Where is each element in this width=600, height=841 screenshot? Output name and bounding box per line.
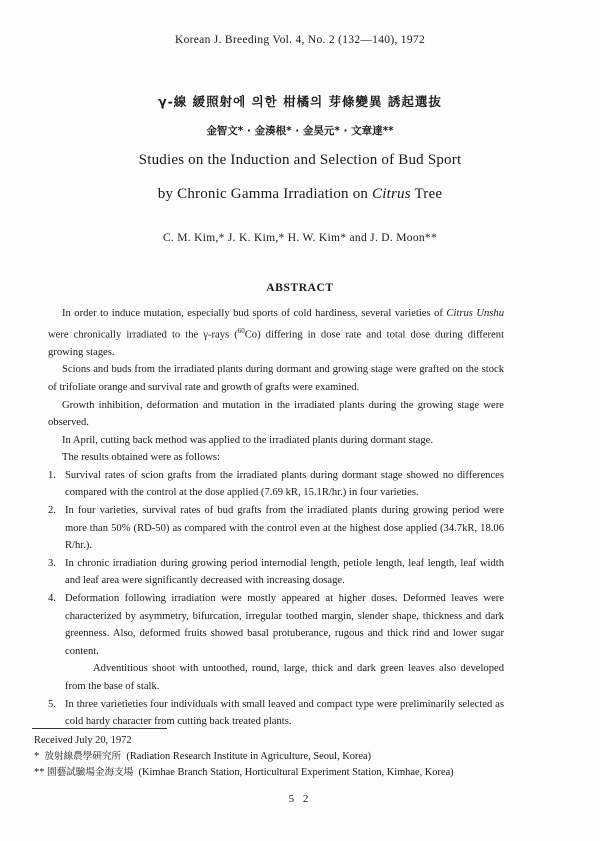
korean-title: γ-線 緩照射에 의한 柑橘의 芽條變異 誘起選抜 [158, 94, 442, 109]
result-text: In chronic irradiation during growing period internodial length, petiole length, leaf length, leaf width and leaf area were significantly decreased with increasing dosage. [65, 557, 504, 587]
result-text: In four varieties, survival rates of bud grafts from the irradiated plants during growing period were more than 50% (RD-50) as compared with the control even at the highest dose applied (34.7kR, 18.06 R/hr.). [65, 505, 504, 552]
footnote-1 [34, 749, 371, 764]
p1-text-b: were chronically irradiated to the γ-rays ( [48, 329, 238, 341]
result-item-1 [48, 467, 504, 502]
footnote-korean: 放射線農學硏究所 [44, 751, 122, 762]
english-title-line2 [0, 186, 600, 203]
result-number: 2. [48, 505, 56, 517]
footnote-english: (Kimhae Branch Station, Horticultural Experiment Station, Kimhae, Korea) [138, 767, 454, 778]
journal-header: Korean J. Breeding Vol. 4, No. 2 (132—140), 1972 [174, 34, 426, 46]
footnote-rule [32, 728, 167, 729]
p1-text-c: Co) differing in dose rate and total dose during different growing stages. [48, 329, 505, 358]
english-title-line1: Studies on the Induction and Selection of Bud Sport [138, 152, 462, 168]
abstract-paragraph-3: Growth inhibition, deformation and mutation in the irradiated plants during the growing stage were observed. [48, 399, 504, 429]
footnote-mark: * [34, 751, 40, 762]
abstract-paragraph-1 [48, 305, 504, 361]
result-text: In three varietieties four individuals with small leaved and compact type were preliminarily selected as cold hardy character from cutting back treated plants. [65, 698, 504, 728]
result-number: 5. [48, 698, 56, 710]
p1-isotope-superscript: 60 [237, 326, 245, 335]
english-title-italic: Citrus [372, 186, 411, 202]
english-title-suffix: Tree [410, 186, 443, 202]
abstract-paragraph-5: The results obtained were as follows: [62, 452, 220, 464]
p1-species: Citrus Unshu [446, 308, 504, 319]
results-list-continued [48, 696, 504, 731]
footnote-mark: ** [34, 767, 45, 778]
received-date: Received July 20, 1972 [34, 735, 132, 746]
result-number: 4. [48, 593, 56, 605]
abstract-paragraph-2: Scions and buds from the irradiated plants during dormant and growing stage were grafted on the stock of trifoliate orange and survival rate and growth of grafts were examined. [48, 364, 504, 393]
page-number: 5 2 [288, 793, 312, 805]
footnote-2 [34, 765, 454, 780]
result-number: 3. [48, 557, 56, 569]
korean-authors: 金智文* · 金湊根* · 金昊元* · 文章達** [206, 125, 394, 137]
result-item-3 [48, 555, 504, 590]
result-text: Deformation following irradiation were mostly appeared at higher doses. Deformed leaves were characterized by asymmetry, bifurcation, irregular toothed margin, slender shape, thickness and dark greenness. Also, deformed fruits showed basal protuberance, rugous and thick rind and lower sugar content. [65, 593, 504, 657]
result-item-4 [48, 590, 504, 660]
results-list [48, 467, 504, 661]
abstract-paragraph-4: In April, cutting back method was applied to the irradiated plants during dormant stage. [62, 434, 433, 446]
result-item-5 [48, 696, 504, 731]
footnote-korean: 園藝試驗場金海支場 [47, 767, 134, 778]
result-number: 1. [48, 469, 56, 481]
result-4-extra: Adventitious shoot with untoothed, round, large, thick and dark green leaves also developed from the base of stalk. [65, 663, 504, 692]
p1-text-a: In order to induce mutation, especially bud sports of cold hardiness, several varieties of [62, 308, 447, 319]
result-item-2 [48, 502, 504, 555]
abstract-body [48, 305, 504, 731]
english-title-prefix: by Chronic Gamma Irradiation on [157, 186, 373, 202]
result-text: Survival rates of scion grafts from the irradiated plants during dormant stage showed no differences compared with the control at the dose applied (7.69 kR, 15.1R/hr.) in four varieties. [65, 469, 504, 499]
english-authors: C. M. Kim,* J. K. Kim,* H. W. Kim* and J. D. Moon** [162, 232, 438, 244]
footnote-english: (Radiation Research Institute in Agriculture, Seoul, Korea) [126, 751, 372, 762]
abstract-heading: ABSTRACT [266, 282, 334, 294]
